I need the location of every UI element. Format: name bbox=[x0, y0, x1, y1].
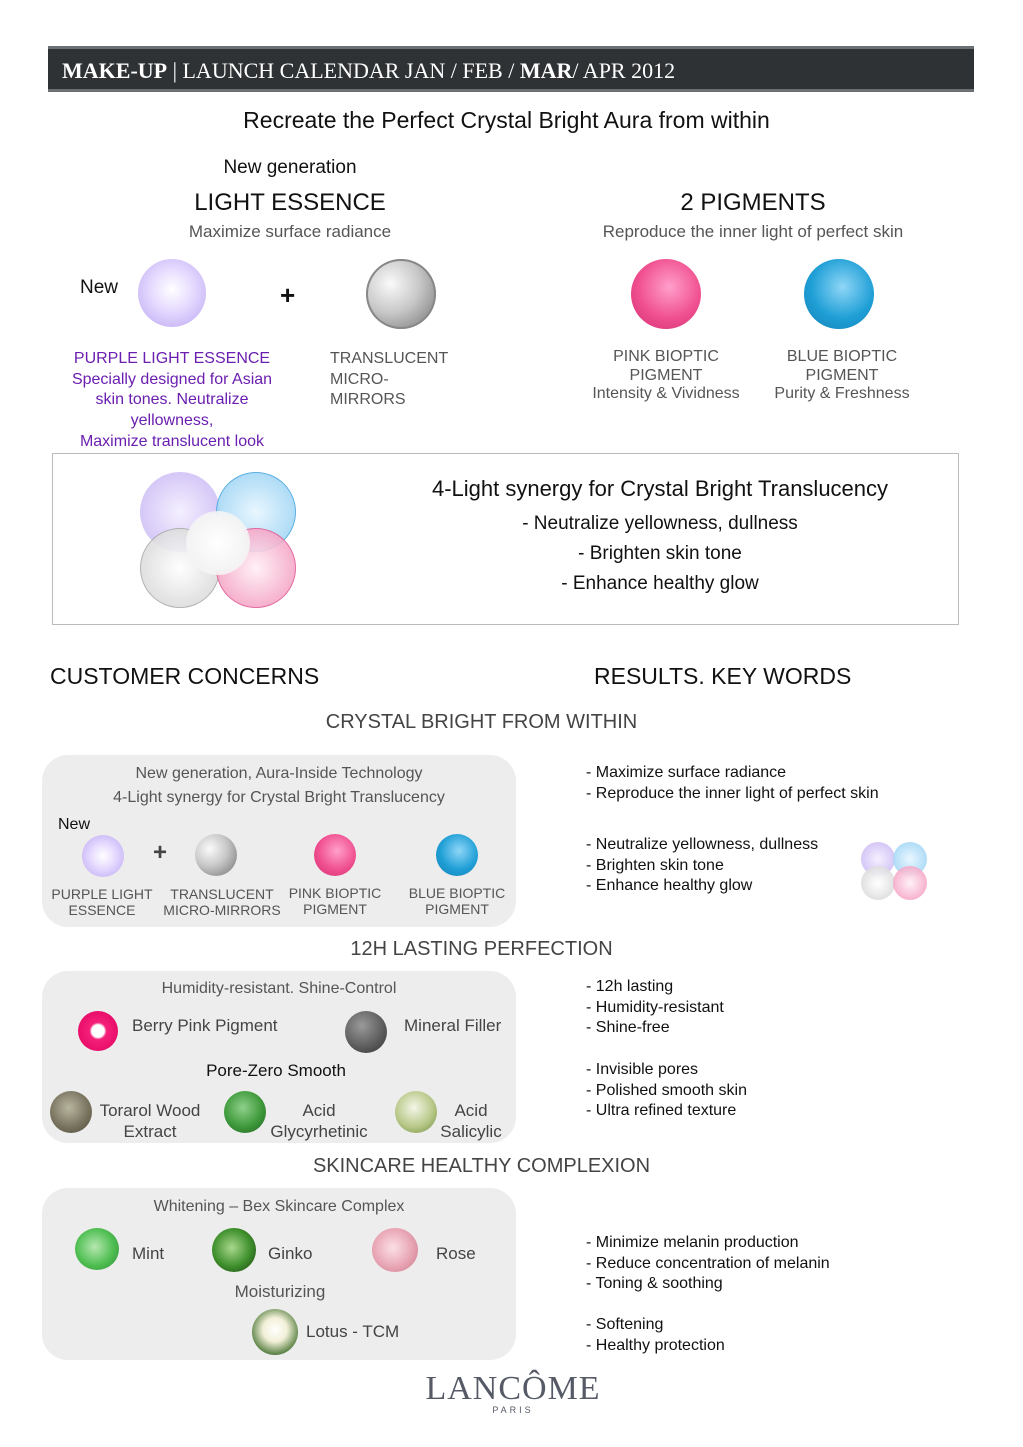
new-label: New bbox=[80, 277, 119, 298]
acid-salicylic: Acid Salicylic bbox=[440, 1101, 502, 1141]
section1-new-label: New bbox=[58, 816, 91, 833]
rose: Rose bbox=[436, 1244, 476, 1263]
section2-line1: Humidity-resistant. Shine-Control bbox=[161, 980, 397, 997]
translucent-text: TRANSLUCENT MICRO- MIRRORS bbox=[330, 350, 449, 409]
section2-results-b: - Invisible pores - Polished smooth skin - Ultra refined texture bbox=[586, 1061, 747, 1120]
section3-results-a: - Minimize melanin production - Reduce concentration of melanin - Toning & soothing bbox=[586, 1234, 830, 1293]
blue-pigment-text: BLUE BIOPTIC PIGMENT Purity & Freshness bbox=[774, 348, 910, 402]
light-essence-kicker: New generation bbox=[223, 157, 357, 178]
pore-zero-smooth: Pore-Zero Smooth bbox=[206, 1061, 346, 1080]
glycyrrhetinic-leaf-icon bbox=[224, 1091, 266, 1133]
results-synergy-pink bbox=[893, 866, 927, 900]
section1-blue-orb bbox=[436, 834, 478, 876]
lancome-logo: LANCÔME bbox=[425, 1370, 601, 1407]
section1-results-a: - Maximize surface radiance - Reproduce the inner light of perfect skin bbox=[586, 764, 879, 802]
ginko-leaf-icon bbox=[212, 1228, 256, 1272]
section1-item-blue: BLUE BIOPTIC PIGMENT bbox=[408, 885, 506, 917]
header-bar bbox=[48, 46, 974, 92]
rose-flower-icon bbox=[372, 1228, 418, 1272]
section1-plus: + bbox=[153, 839, 168, 866]
moisturizing: Moisturizing bbox=[234, 1282, 326, 1301]
mineral-filler: Mineral Filler bbox=[404, 1016, 502, 1035]
logo-paris: PARIS bbox=[492, 1405, 534, 1415]
torarol-wood-icon bbox=[50, 1091, 92, 1133]
berry-pink-pigment: Berry Pink Pigment bbox=[132, 1016, 278, 1035]
pink-pigment-text: PINK BIOPTIC PIGMENT Intensity & Vividness bbox=[592, 348, 740, 402]
pigments-title: 2 PIGMENTS bbox=[680, 189, 826, 216]
pink-pigment-orb bbox=[631, 259, 701, 329]
section1-lines: New generation, Aura-Inside Technology 4-Light synergy for Crystal Bright Translucency bbox=[113, 765, 445, 806]
section1-item-pink: PINK BIOPTIC PIGMENT bbox=[288, 885, 382, 917]
results-title: RESULTS. KEY WORDS bbox=[594, 663, 852, 689]
light-essence-title: LIGHT ESSENCE bbox=[194, 189, 386, 216]
synergy-center-glow bbox=[186, 511, 250, 575]
torarol-wood-extract: Torarol Wood Extract bbox=[99, 1101, 201, 1141]
lotus-tcm: Lotus - TCM bbox=[306, 1322, 400, 1341]
section3-title: SKINCARE HEALTHY COMPLEXION bbox=[312, 1155, 651, 1177]
synergy-title: 4-Light synergy for Crystal Bright Translucency bbox=[431, 476, 889, 501]
pigments-subtitle: Reproduce the inner light of perfect skin bbox=[602, 222, 904, 241]
section3-line1: Whitening – Bex Skincare Complex bbox=[153, 1198, 405, 1215]
headline: Recreate the Perfect Crystal Bright Aura from within bbox=[243, 107, 770, 133]
berry-pigment-icon bbox=[78, 1011, 118, 1051]
plus-sign: + bbox=[280, 280, 296, 310]
section2-results-a: - 12h lasting - Humidity-resistant - Shine-free bbox=[586, 978, 724, 1037]
section2-title: 12H LASTING PERFECTION bbox=[350, 938, 613, 960]
lotus-flower-icon bbox=[252, 1309, 298, 1355]
mint-leaf-icon bbox=[75, 1228, 119, 1270]
purple-essence-text: PURPLE LIGHT ESSENCE Specially designed for Asian skin tones. Neutralize yellowness, Maximize translucent look bbox=[71, 350, 273, 450]
synergy-points: - Neutralize yellowness, dullness - Brighten skin tone - Enhance healthy glow bbox=[522, 513, 798, 594]
salicylic-willow-icon bbox=[395, 1091, 437, 1133]
concerns-title: CUSTOMER CONCERNS bbox=[50, 663, 320, 689]
blue-pigment-orb bbox=[804, 259, 874, 329]
results-synergy-grey bbox=[861, 866, 895, 900]
acid-glycyrhetinic: Acid Glycyrhetinic bbox=[270, 1101, 368, 1141]
section1-mirror-orb bbox=[195, 834, 237, 876]
mint: Mint bbox=[132, 1244, 165, 1263]
section1-title: CRYSTAL BRIGHT FROM WITHIN bbox=[325, 711, 638, 733]
micro-mirrors-orb bbox=[366, 259, 436, 329]
purple-essence-orb bbox=[138, 259, 206, 327]
header-title: MAKE-UP | LAUNCH CALENDAR JAN / FEB / MAR/ APR 2012 bbox=[62, 58, 676, 83]
mineral-filler-icon bbox=[345, 1011, 387, 1053]
section1-pink-orb bbox=[314, 834, 356, 876]
section1-item-mirrors: TRANSLUCENT MICRO-MIRRORS bbox=[163, 886, 281, 918]
section1-results-b: - Neutralize yellowness, dullness - Brighten skin tone - Enhance healthy glow bbox=[586, 836, 819, 895]
section1-item-purple: PURPLE LIGHT ESSENCE bbox=[51, 886, 153, 918]
light-essence-subtitle: Maximize surface radiance bbox=[188, 222, 392, 241]
ginko: Ginko bbox=[268, 1244, 313, 1263]
section3-results-b: - Softening - Healthy protection bbox=[586, 1316, 725, 1354]
section1-purple-orb bbox=[82, 835, 124, 877]
